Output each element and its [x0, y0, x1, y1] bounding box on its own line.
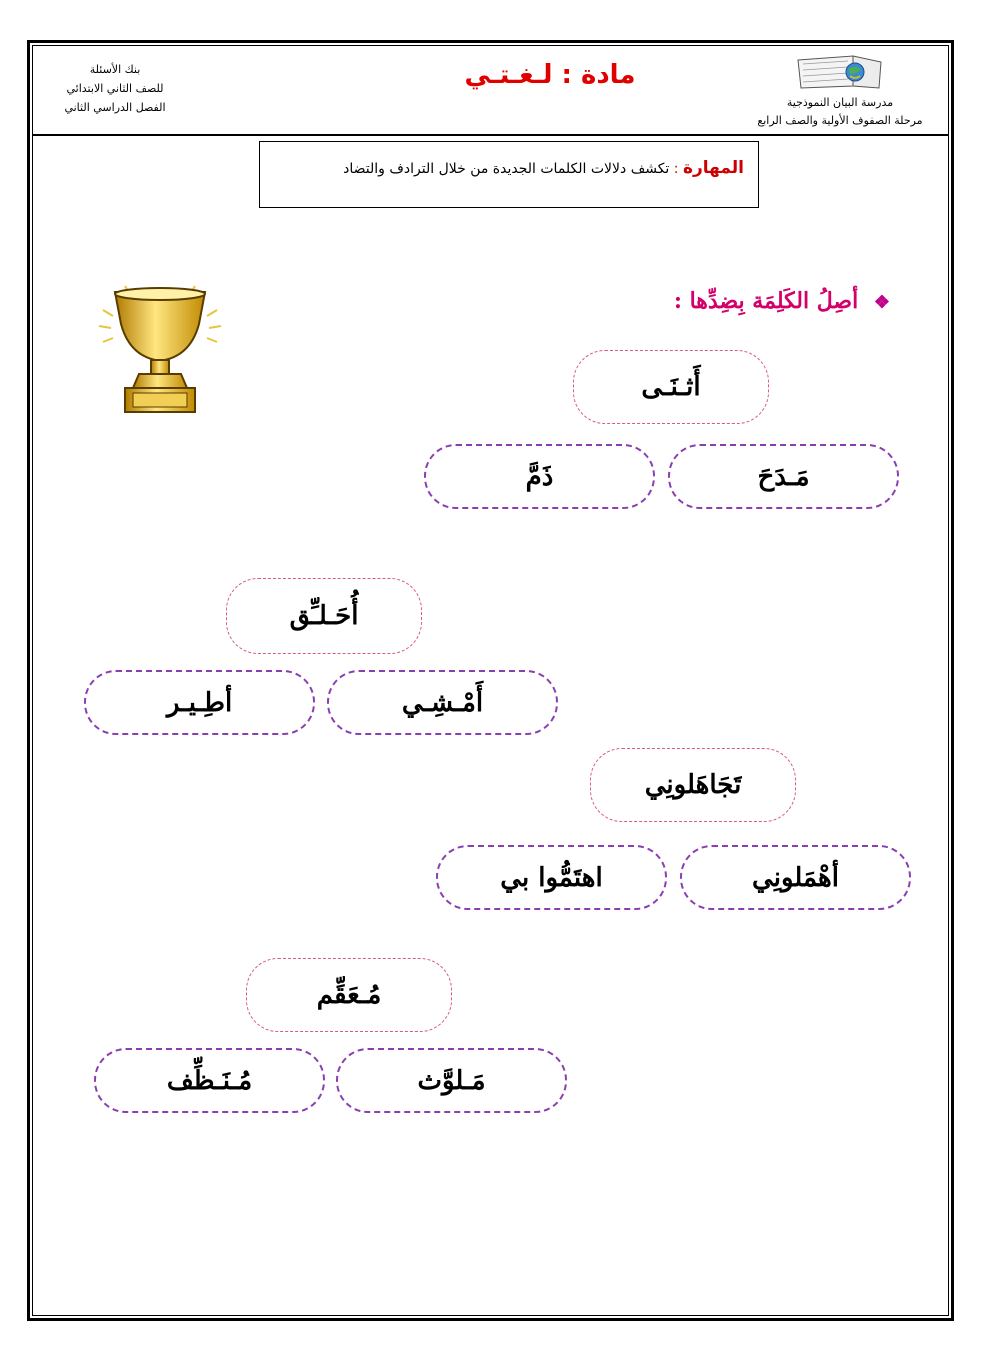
page-title: مادة : لـغـتـي [464, 60, 636, 90]
exercise-3-option-1[interactable]: أهْمَلونِي [680, 845, 911, 910]
skill-text: تكشف دلالات الكلمات الجديدة من خلال الترادف والتضاد [343, 161, 670, 177]
exercise-2-option-1[interactable]: أَمْـشِـي [327, 670, 558, 735]
instruction-text: أصِلُ الكَلِمَة بِضِدِّها : [673, 288, 859, 314]
instruction-heading [620, 288, 890, 314]
trophy-icon [95, 280, 225, 420]
question-bank-label: بنك الأسئلة [89, 63, 141, 76]
header-divider [32, 134, 949, 136]
grade-label: للصف الثاني الابتدائي [66, 82, 164, 95]
exercise-4-option-2[interactable]: مُـنَـظِّف [94, 1048, 325, 1113]
semester-label: الفصل الدراسي الثاني [64, 101, 166, 114]
diamond-bullet-icon: ❖ [873, 292, 890, 313]
stage-label: مرحلة الصفوف الأولية والصف الرابع [757, 114, 923, 127]
exercise-2-word[interactable]: أُحَـلـِّق [226, 578, 422, 654]
school-name: مدرسة البيان النموذجية [786, 96, 894, 109]
exercise-4-option-1[interactable]: مَـلوَّث [336, 1048, 567, 1113]
exercise-4-word[interactable]: مُـعَقِّم [246, 958, 452, 1032]
exercise-1-option-2[interactable]: ذَمَّ [424, 444, 655, 509]
header-left-info [50, 60, 180, 117]
skill-box [259, 141, 759, 208]
header-right-info [730, 52, 950, 130]
exercise-2-option-2[interactable]: أطِـيـر [84, 670, 315, 735]
exercise-1-word[interactable]: أَثـنَـى [573, 350, 769, 424]
school-logo-icon [793, 52, 888, 92]
exercise-3-word[interactable]: تَجَاهَلونِي [590, 748, 796, 822]
exercise-3-option-2[interactable]: اهتَمُّوا بي [436, 845, 667, 910]
exercise-1-option-1[interactable]: مَـدَحَ [668, 444, 899, 509]
skill-colon: : [673, 161, 679, 177]
skill-label: المهارة [682, 158, 744, 178]
